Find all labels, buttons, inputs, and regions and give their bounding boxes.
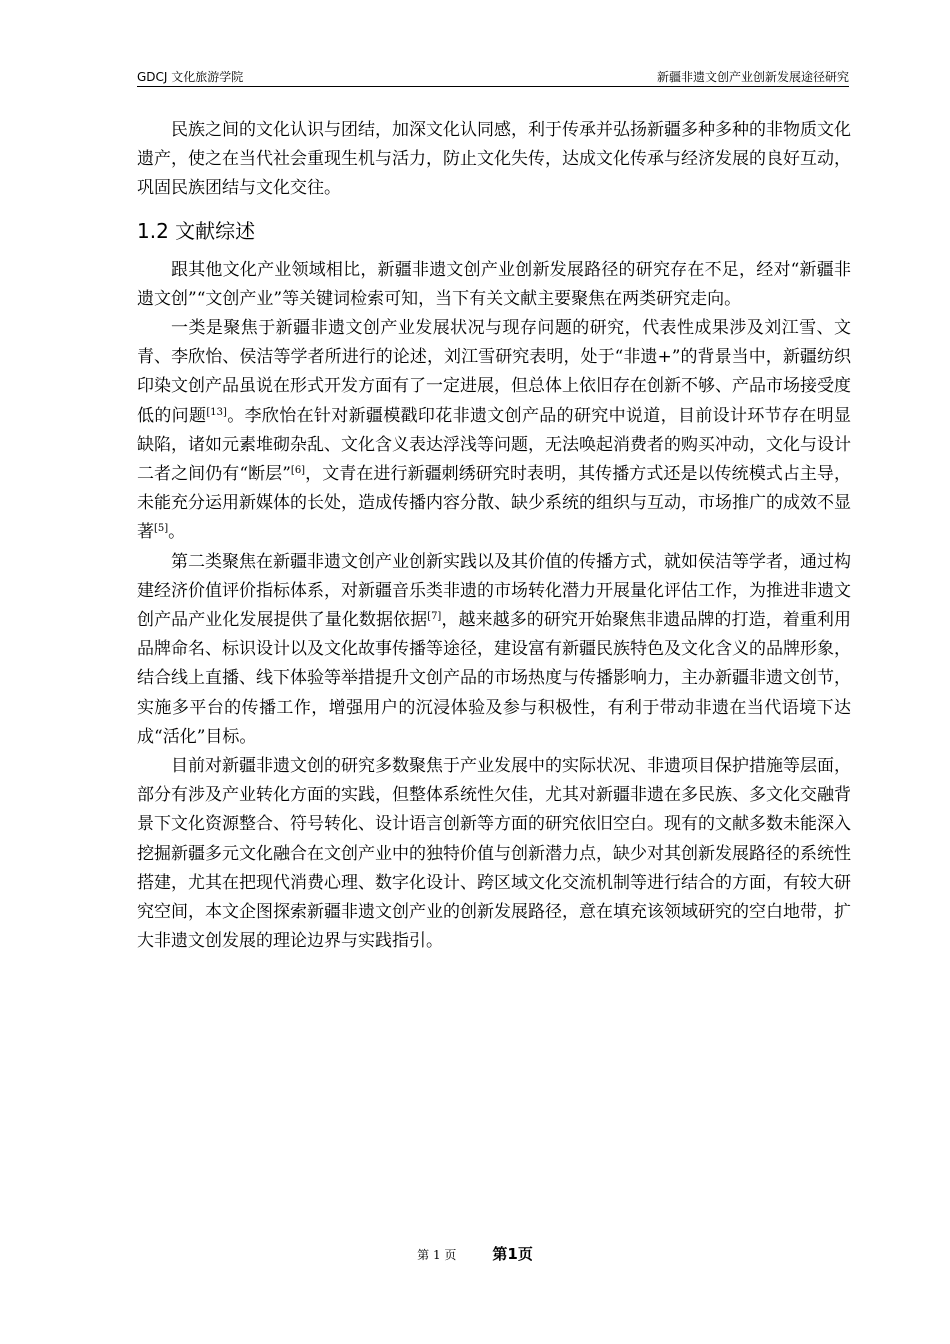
paragraph-intro: 跟其他文化产业领域相比，新疆非遗文创产业创新发展路径的研究存在不足，经对“新疆非遗文创”“文创产业”等关键词检索可知，当下有关文献主要聚焦在两类研究走向。	[137, 259, 851, 309]
header-school: GDCJ 文化旅游学院	[137, 70, 244, 84]
citation-ref: [7]	[427, 611, 442, 623]
page-number-small: 第 1 页	[417, 1248, 457, 1262]
text-segment: 。	[168, 522, 186, 543]
text-segment: 第二类聚焦在新疆非遗文创产业创新实践以及其价值的传播方式，就如侯洁等学者，通过构建经济价值评价指标体系，对新疆音乐类非遗的市场转化潜力开展量化评估工作，为推进非遗文创产品产业化发展提供了量化数据依据	[137, 551, 851, 631]
paragraph-research-type-one	[137, 314, 851, 548]
page-footer	[0, 1244, 950, 1266]
text-segment: 一类是聚焦于新疆非遗文创产业发展状况与现存问题的研究，代表性成果涉及刘江雪、文青、李欣怡、侯洁等学者所进行的论述，刘江雪研究表明，处于“非遗+”的背景当中，新疆纺织印染文创产品虽说在形式开发方面有了一定进展，但总体上依旧存在创新不够、产品市场接受度低的问题	[137, 318, 851, 426]
section-heading: 1.2 文献综述	[137, 218, 256, 243]
header-title: 新疆非遗文创产业创新发展途径研究	[656, 70, 849, 84]
text-segment: 。李欣怡在针对新疆模戳印花非遗文创产品的研究中说道，目前设计环节存在明显缺陷，诸如元素堆砌杂乱、文化含义表达浮浅等问题，无法唤起消费者的购买冲动，文化与设计二者之间仍有“断层”	[137, 405, 852, 485]
document-body	[137, 116, 851, 956]
paragraph-research-type-two	[137, 548, 851, 752]
text-segment: ，越来越多的研究开始聚焦非遗品牌的打造，着重利用品牌命名、标识设计以及文化故事传播等途径，建设富有新疆民族特色及文化含义的品牌形象，结合线上直播、线下体验等举措提升文创产品的市场热度与传播影响力，主办新疆非遗文创节，实施多平台的传播工作，增强用户的沉浸体验及参与积极性，有利于带动非遗在当代语境下达成“活化”目标。	[137, 610, 851, 747]
page-header	[137, 68, 849, 87]
citation-ref: [13]	[206, 406, 227, 418]
paragraph-continued: 民族之间的文化认识与团结，加深文化认同感，利于传承并弘扬新疆多种多种的非物质文化遗产，使之在当代社会重现生机与活力，防止文化失传，达成文化传承与经济发展的良好互动，巩固民族团结与文化交往。	[137, 120, 851, 199]
citation-ref: [6]	[290, 465, 306, 477]
text-segment: ，文青在进行新疆刺绣研究时表明，其传播方式还是以传统模式占主导，未能充分运用新媒体的长处，造成传播内容分散、缺少系统的组织与互动，市场推广的成效不显著	[137, 464, 851, 543]
page-number-bold: 第1页	[492, 1245, 533, 1263]
citation-ref: [5]	[154, 523, 169, 535]
paragraph-summary: 目前对新疆非遗文创的研究多数聚焦于产业发展中的实际状况、非遗项目保护措施等层面，部分有涉及产业转化方面的实践，但整体系统性欠佳，尤其对新疆非遗在多民族、多文化交融背景下文化资源整合、符号转化、设计语言创新等方面的研究依旧空白。现有的文献多数未能深入挖掘新疆多元文化融合在文创产业中的独特价值与创新潜力点，缺少对其创新发展路径的系统性搭建，尤其在把现代消费心理、数字化设计、跨区域文化交流机制等进行结合的方面，有较大研究空间，本文企图探索新疆非遗文创产业的创新发展路径，意在填充该领域研究的空白地带，扩大非遗文创发展的理论边界与实践指引。	[137, 756, 851, 952]
